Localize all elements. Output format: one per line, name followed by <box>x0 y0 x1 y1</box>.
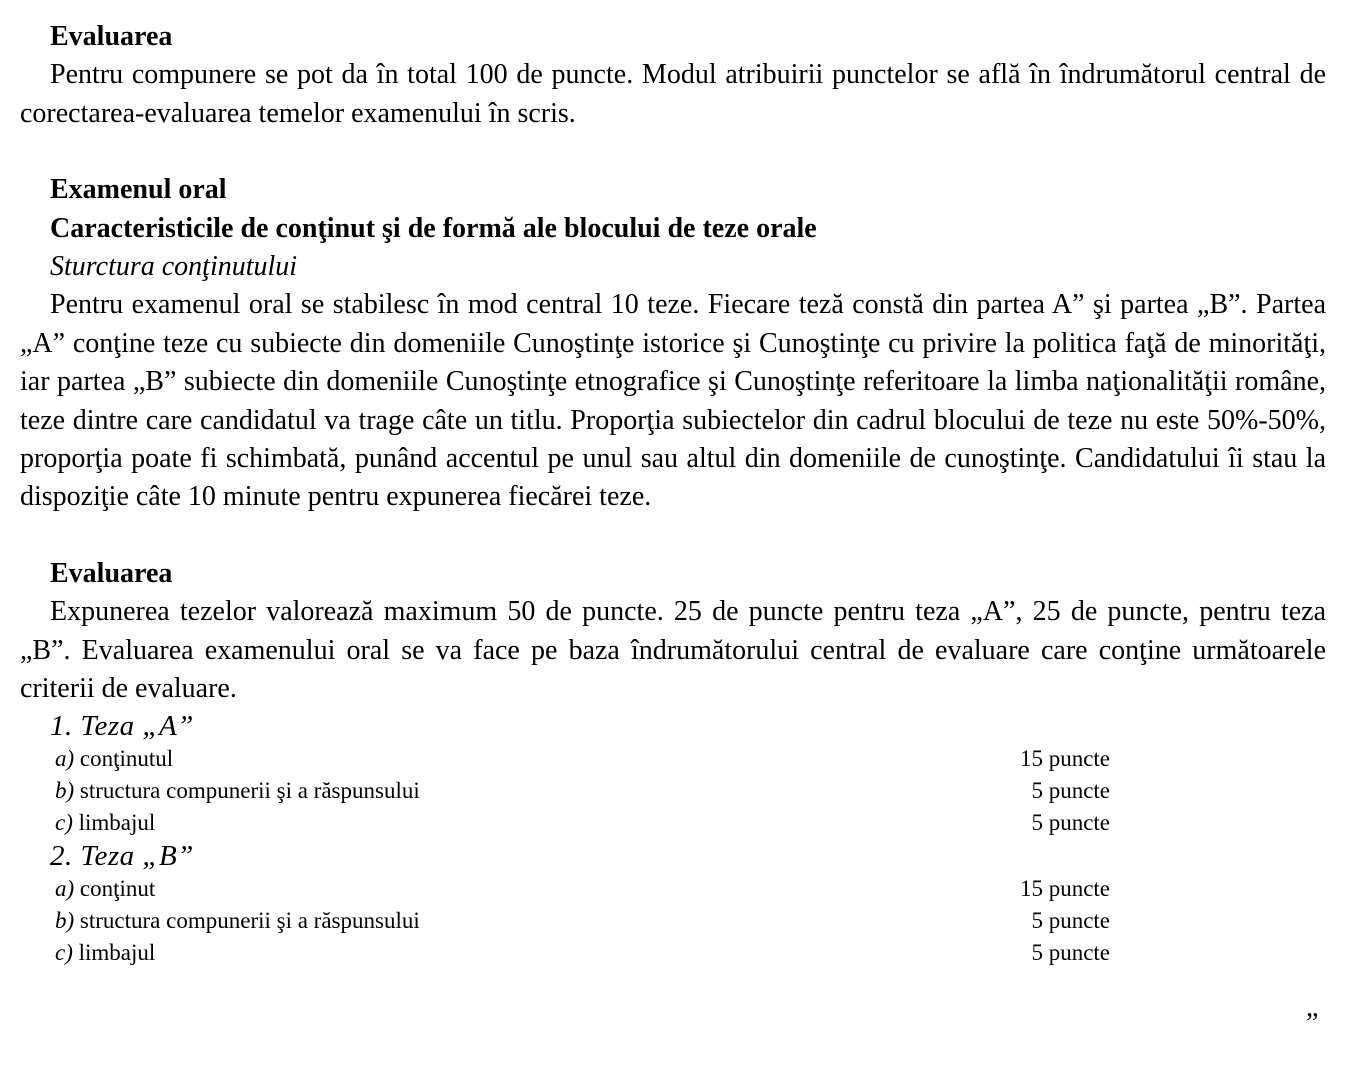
criteria-list <box>20 743 1326 839</box>
document-page <box>20 18 1326 969</box>
criteria-label: limbajul <box>78 809 156 835</box>
criteria-block-b <box>20 839 1326 969</box>
section-heading-evaluarea-oral: Evaluarea <box>50 557 173 589</box>
closing-quote-mark: ” <box>1306 1008 1319 1039</box>
section-heading-oral-exam: Examenul oral <box>50 174 227 206</box>
criteria-label: conţinutul <box>79 745 174 771</box>
paragraph-oral-exam: Pentru examenul oral se stabilesc în mod central 10 teze. Fiecare teză constă din partea A” şi partea „B”. Partea „A” conţine teze cu subiecte din domeniile Cunoştinţe istorice şi Cunoştinţe cu privire la politica faţă de minorităţi, iar partea „B” subiecte din domeniile Cunoştinţe etnografice şi Cunoştinţe referitoare la limba naţionalităţii române, teze dintre care candidatul va trage câte un titlu. Proporţia subiectelor din cadrul blocului de teze nu este 50%-50%, proporţia poate fi schimbată, punând accentul pe unul sau altul din domeniile de cunoştinţe. Candidatului îi stau la dispoziţie câte 10 minute pentru expunerea fiecărei teze. <box>20 289 1326 513</box>
criteria-points: 5 puncte <box>1031 907 1110 933</box>
criteria-block-a <box>20 709 1326 839</box>
criteria-title: 1. Teza „A” <box>50 709 194 742</box>
criteria-label: conţinut <box>79 875 156 901</box>
criteria-row <box>20 937 1326 969</box>
criteria-points: 15 puncte <box>1019 875 1110 901</box>
criteria-points: 5 puncte <box>1031 777 1110 803</box>
criteria-label: structura compunerii şi a răspunsului <box>79 907 420 933</box>
paragraph-written-evaluation: Pentru compunere se pot da în total 100 de puncte. Modul atribuirii punctelor se află în îndrumătorul central de corectarea-evaluarea temelor examenului în scris. <box>20 59 1326 129</box>
criteria-list <box>20 873 1326 969</box>
criteria-title: 2. Teza „B” <box>50 839 194 872</box>
criteria-points: 15 puncte <box>1019 745 1110 771</box>
criteria-label: limbajul <box>78 939 156 965</box>
criteria-points: 5 puncte <box>1031 939 1110 965</box>
spacer <box>20 517 1326 555</box>
section-heading-evaluarea: Evaluarea <box>50 21 173 52</box>
criteria-row <box>20 775 1326 807</box>
criteria-letter: b) <box>55 907 75 933</box>
criteria-row <box>20 873 1326 905</box>
paragraph-oral-evaluation: Expunerea tezelor valorează maximum 50 de puncte. 25 de puncte pentru teza „A”, 25 de puncte, pentru teza „B”. Evaluarea examenului oral se va face pe baza îndrumătorului central de evaluare care conţine următoarele criterii de evaluare. <box>20 596 1326 705</box>
criteria-label: structura compunerii şi a răspunsului <box>79 777 420 803</box>
criteria-letter: b) <box>55 777 75 803</box>
criteria-letter: c) <box>55 939 73 965</box>
italic-subtitle-structure: Sturctura conţinutului <box>50 251 298 283</box>
criteria-points: 5 puncte <box>1031 809 1110 835</box>
criteria-letter: c) <box>55 809 73 835</box>
criteria-row <box>20 743 1326 775</box>
subheading-characteristics: Caracteristicile de conţinut şi de formă ale blocului de teze orale <box>50 212 817 244</box>
criteria-letter: a) <box>55 745 75 771</box>
criteria-row <box>20 807 1326 839</box>
criteria-row <box>20 905 1326 937</box>
criteria-letter: a) <box>55 875 75 901</box>
spacer <box>20 133 1326 171</box>
